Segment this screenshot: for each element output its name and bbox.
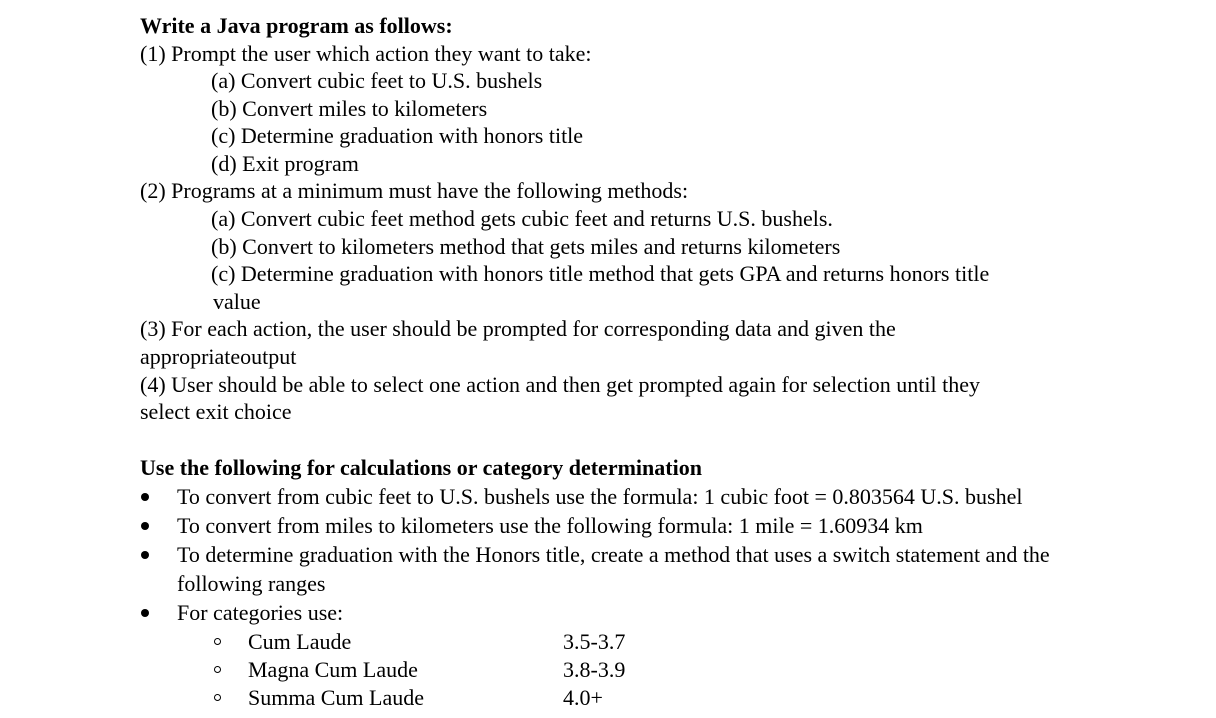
- bullet-icon: [141, 493, 149, 501]
- category-name: Magna Cum Laude: [248, 657, 418, 682]
- step-1-text: (1) Prompt the user which action they want to take:: [140, 41, 592, 66]
- step-3-line-2: appropriateoutput: [140, 344, 297, 369]
- category-name: Summa Cum Laude: [248, 685, 424, 710]
- step-1-option-c: (c) Determine graduation with honors title: [211, 123, 584, 148]
- step-2-method-c: (c) Determine graduation with honors title method that gets GPA and returns honors title: [211, 261, 990, 286]
- category-range: 3.5-3.7: [563, 629, 626, 654]
- step-1-option-a: (a) Convert cubic feet to U.S. bushels: [211, 68, 543, 93]
- bullet-icon: [141, 551, 149, 559]
- step-2-method-b: (b) Convert to kilometers method that gets miles and returns kilometers: [211, 234, 841, 259]
- step-2-method-c-continued: value: [213, 289, 261, 314]
- bullet-icon: [141, 609, 149, 617]
- calculations-heading: Use the following for calculations or category determination: [140, 455, 702, 480]
- category-range: 3.8-3.9: [563, 657, 626, 682]
- category-range: 4.0+: [563, 685, 603, 710]
- hollow-bullet-icon: [214, 638, 221, 645]
- step-4-line-1: (4) User should be able to select one action and then get prompted again for selection until they: [140, 372, 981, 397]
- bullet-honors: To determine graduation with the Honors title, create a method that uses a switch statement and the: [177, 542, 1050, 567]
- step-3-line-1: (3) For each action, the user should be prompted for corresponding data and given the: [140, 316, 896, 341]
- bullet-icon: [141, 522, 149, 530]
- hollow-bullet-icon: [214, 694, 221, 701]
- step-1-option-b: (b) Convert miles to kilometers: [211, 96, 488, 121]
- bullet-honors-continued: following ranges: [177, 571, 326, 596]
- assignment-heading: Write a Java program as follows:: [140, 13, 453, 38]
- bullet-cubic-feet: To convert from cubic feet to U.S. bushels use the formula: 1 cubic foot = 0.803564 U.S. bushel: [177, 484, 1023, 509]
- category-name: Cum Laude: [248, 629, 352, 654]
- step-4-line-2: select exit choice: [140, 399, 292, 424]
- step-2-method-a: (a) Convert cubic feet method gets cubic feet and returns U.S. bushels.: [211, 206, 833, 231]
- step-2-text: (2) Programs at a minimum must have the following methods:: [140, 178, 689, 203]
- bullet-categories: For categories use:: [177, 600, 344, 625]
- hollow-bullet-icon: [214, 666, 221, 673]
- step-1-option-d: (d) Exit program: [211, 151, 359, 176]
- bullet-miles: To convert from miles to kilometers use the following formula: 1 mile = 1.60934 km: [177, 513, 923, 538]
